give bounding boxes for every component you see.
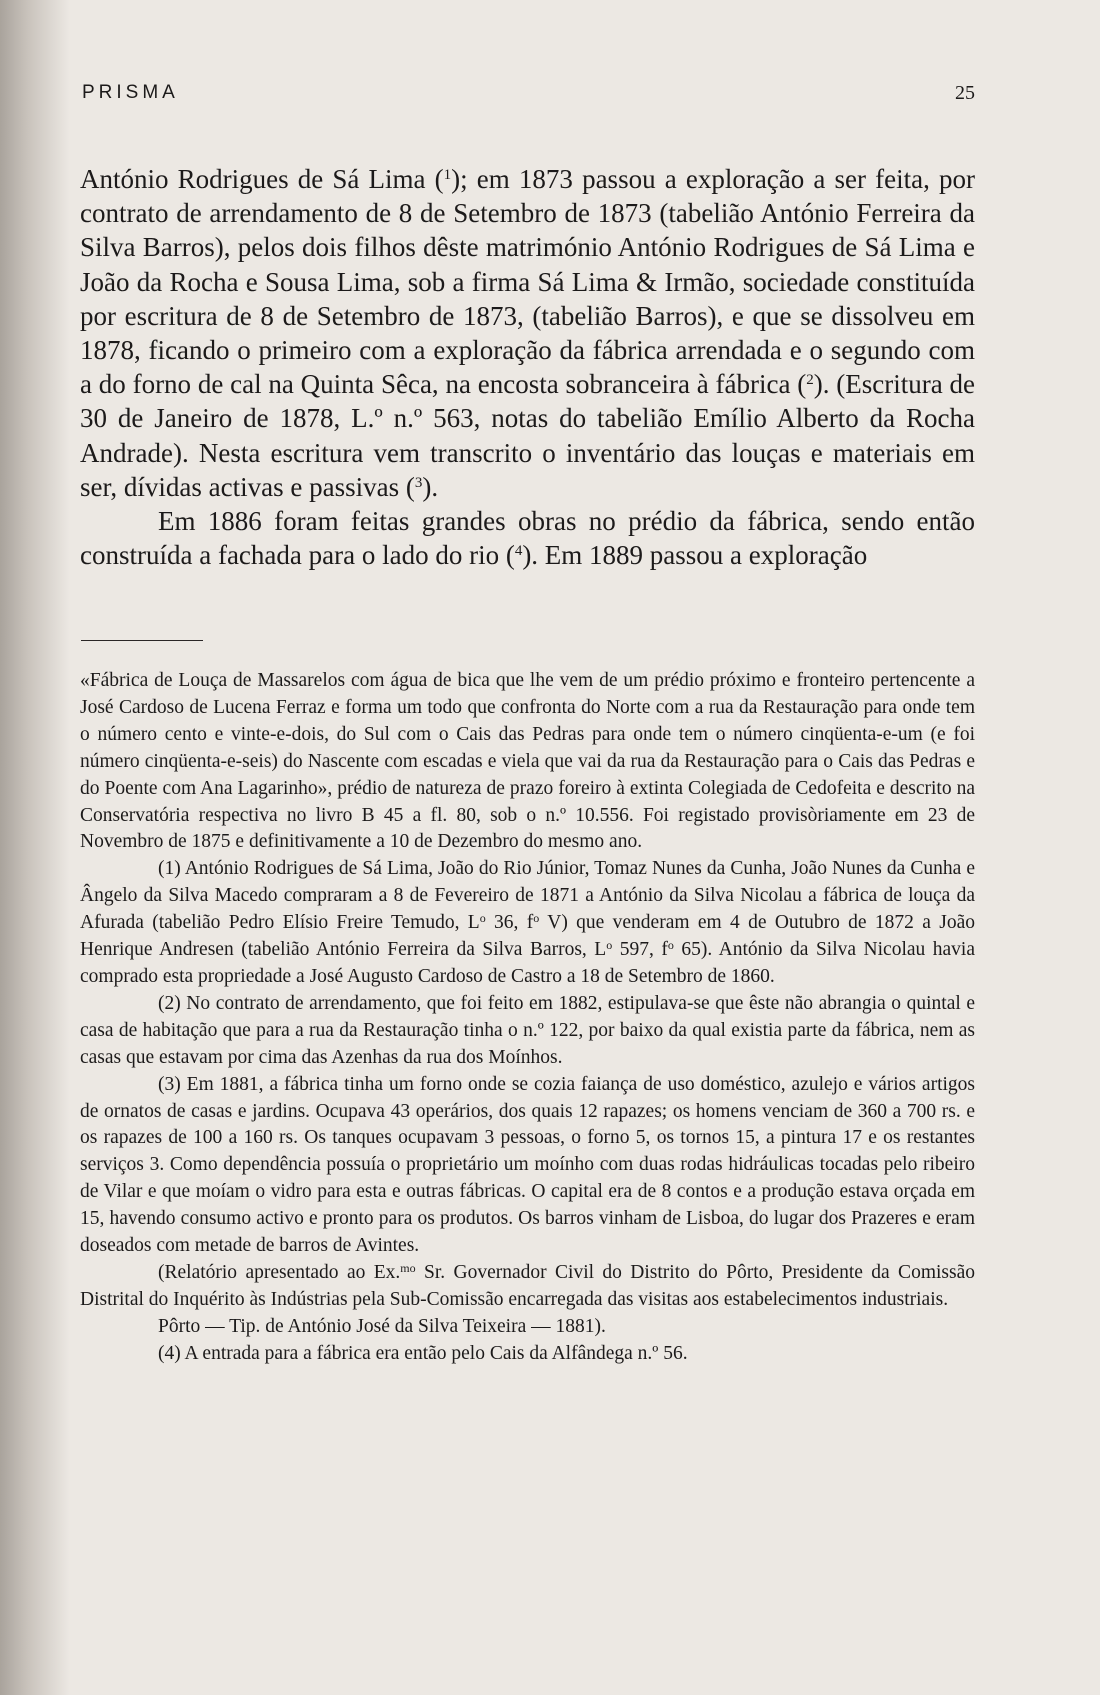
- footnote-separator: [81, 640, 203, 641]
- body-paragraph: [80, 162, 975, 504]
- book-page: [80, 0, 975, 1695]
- footnote-ref: 2: [806, 372, 814, 389]
- text-run: ).: [422, 471, 439, 502]
- text-run: ); em 1873 passou a exploração a ser feita, por contrato de arrendamento de 8 de Setembro de 1873 (tabelião António Ferreira da Silva Barros), pelos dois filhos dêste matrimónio António Rodrigues de Sá Lima e João da Rocha e Sousa Lima, sob a firma Sá Lima & Irmão, sociedade constituída por escritura de 8 de Setembro de 1873, (tabelião Barros), e que se dissolveu em 1878, ficando o primeiro com a exploração da fábrica arrendada e o segundo com a do forno de cal na Quinta Sêca, na encosta sobranceira à fábrica (: [80, 164, 976, 400]
- body-paragraph: [80, 504, 975, 572]
- footnote-2: (2) No contrato de arrendamento, que foi feito em 1882, estipulava-se que êste não abrangia o quintal e casa de habitação que para a rua da Restauração tinha o n.º 122, por baixo da qual existia parte da fábrica, nem as casas que estavam por cima das Azenhas da rua dos Moínhos.: [80, 992, 975, 1068]
- text-run: 65). António da Silva Nicolau havia comprado esta propriedade a José Augusto Cardoso de Castro a 18 de Setembro de 1860.: [80, 939, 975, 987]
- binding-shadow: [0, 0, 70, 1695]
- text-run: 597, f: [612, 939, 668, 961]
- superscript: o: [606, 938, 613, 953]
- footnote-ref: 4: [514, 543, 523, 560]
- footnote-source: [80, 1260, 975, 1314]
- text-run: (Relatório apresentado ao Ex.: [158, 1261, 401, 1283]
- superscript: o: [479, 911, 486, 926]
- footnote-1: [80, 856, 975, 991]
- footnote-imprint: Pôrto — Tip. de António José da Silva Teixeira — 1881).: [158, 1315, 606, 1337]
- page-number: 25: [955, 82, 975, 104]
- superscript: mo: [400, 1260, 416, 1275]
- superscript: o: [533, 911, 540, 926]
- footnote-quote: «Fábrica de Louça de Massarelos com água de bica que lhe vem de um prédio próximo e fronteiro pertencente a José Cardoso de Lucena Ferraz e forma um todo que confronta do Norte com a rua da Restauração para onde tem o número cento e vinte-e-dois, do Sul com o Cais das Pedras para onde tem o número cinqüenta-e-um (e foi número cinqüenta-e-seis) do Nascente com escadas e viela que vai da rua da Restauração para o Cais das Pedras e do Poente com Ana Lagarinho», prédio de natureza de prazo foreiro à extinta Colegiada de Cedofeita e descrito na Conservatória respectiva no livro B 45 a fl. 80, sob o n.º 10.556. Foi registado provisòriamente em 23 de Novembro de 1875 e definitivamente a 10 de Dezembro do mesmo ano.: [80, 670, 975, 853]
- running-head: [80, 82, 975, 106]
- text-run: 36, f: [485, 912, 534, 934]
- footnote-ref: 1: [443, 167, 452, 183]
- text-run: V) que venderam em 4 de Outubro de 1872 a João Henrique Andresen (tabelião António Ferreira da Silva Barros, L: [80, 912, 975, 961]
- text-run: António Rodrigues de Sá Lima (: [80, 164, 444, 194]
- text-run: Sr. Governador Civil do Distrito do Pôrto, Presidente da Comissão Distrital do Inquérito às Indústrias pela Sub-Comissão encarregada das visitas aos estabelecimentos industriais.: [80, 1261, 975, 1310]
- journal-title: PRISMA: [82, 82, 179, 103]
- text-run: (1) António Rodrigues de Sá Lima, João do Rio Júnior, Tomaz Nunes da Cunha, João Nunes da Cunha e Ângelo da Silva Macedo compraram a 8 de Fevereiro de 1871 a António da Silva Nicolau a fábrica de louça da Afurada (tabelião Pedro Elísio Freire Temudo, L: [80, 858, 975, 934]
- text-run: ). (Escritura de 30 de Janeiro de 1878, L.º n.º 563, notas do tabelião Emílio Alberto da Rocha Andrade). Nesta escritura vem transcrito o inventário das louças e materiais em ser, dívidas activas e passivas (: [80, 369, 975, 502]
- text-run: ). Em 1889 passou a exploração: [522, 540, 868, 571]
- main-text: [80, 162, 975, 572]
- footnote-ref: 3: [414, 474, 423, 491]
- footnote-3: (3) Em 1881, a fábrica tinha um forno onde se cozia faiança de uso doméstico, azulejo e vários artigos de ornatos de casas e jardins. Ocupava 43 operários, dos quais 12 rapazes; os homens venciam de 360 a 700 rs. e os rapazes de 100 a 160 rs. Os tanques ocupavam 3 pessoas, o forno 5, os tornos 15, a pintura 17 e os restantes serviços 3. Como dependência possuía o proprietário um moínho com duas rodas hidráulicas tocadas pelo ribeiro de Vilar e que moíam o vidro para esta e outras fábricas. O capital era de 8 contos e a produção estava orçada em 15, havendo consumo activo e pronto para os produtos. Os barros vinham de Lisboa, do lugar dos Prazeres e eram doseados com metade de barros de Avintes.: [80, 1073, 975, 1257]
- footnote-4: (4) A entrada para a fábrica era então pelo Cais da Alfândega n.º 56.: [158, 1342, 688, 1364]
- footnotes: [80, 668, 975, 1368]
- text-run: Em 1886 foram feitas grandes obras no prédio da fábrica, sendo então construída a fachada para o lado do rio (: [80, 506, 975, 571]
- superscript: o: [667, 938, 674, 953]
